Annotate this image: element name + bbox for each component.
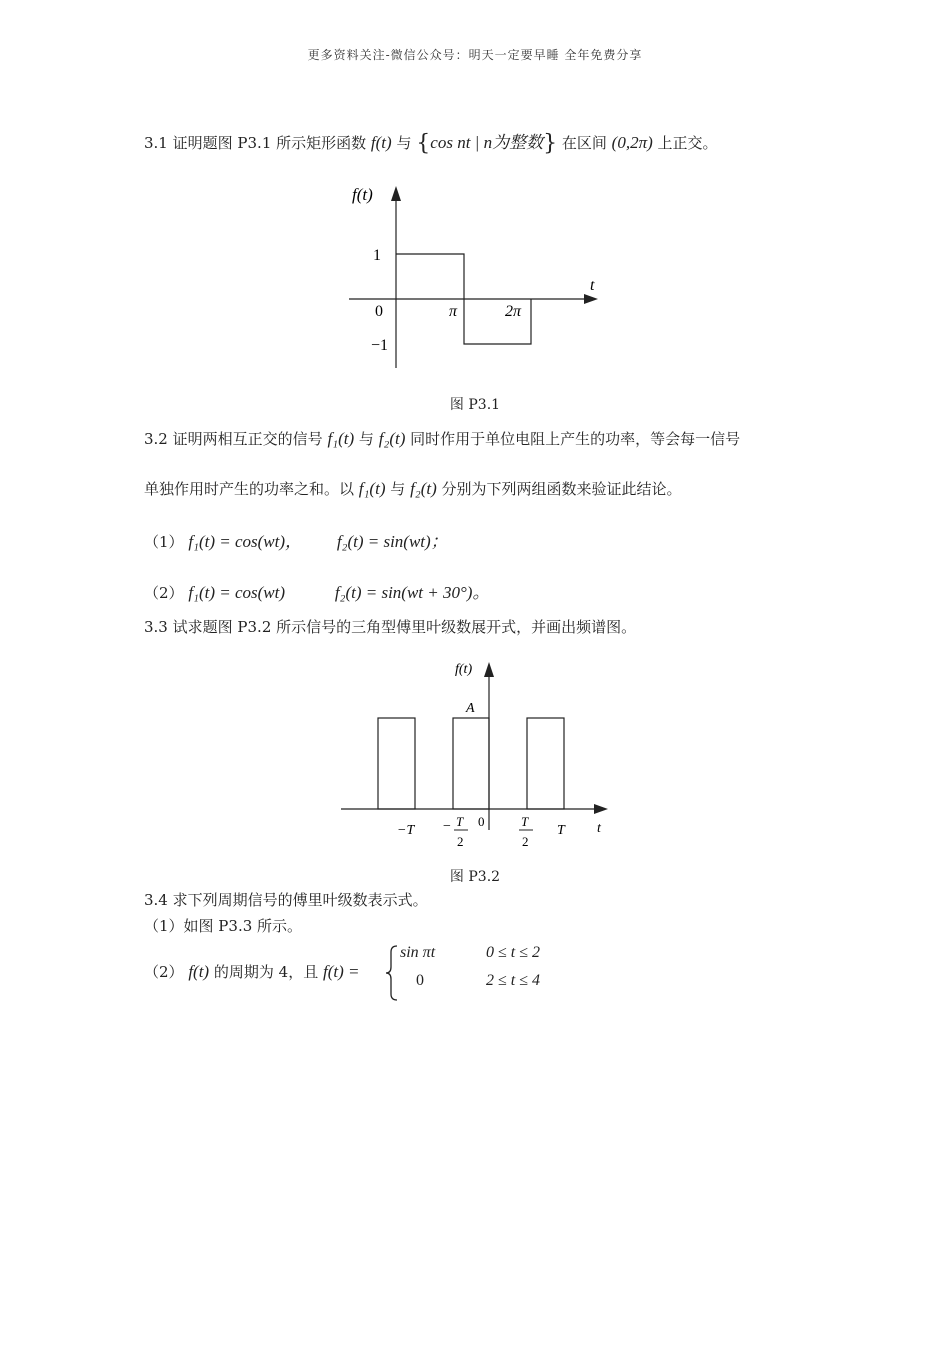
tick-label-2pi: 2π — [505, 303, 522, 320]
problem-3-4-item2: （2） f(t) 的周期为 4，且 f(t) = — [144, 962, 360, 981]
piecewise-brace — [385, 944, 399, 1002]
x-axis-arrow — [594, 804, 608, 814]
problem-3-2-line1: 3.2 证明两相互正交的信号 f₁(t) 与 f₂(t) 同时作用于单位电阻上产生的功率，等会每一信号 — [144, 429, 741, 448]
problem-3-3: 3.3 试求题图 P3.2 所示信号的三角型傅里叶级数展开式，并画出频谱图。 — [144, 618, 637, 636]
tick-label-neg-half-den: 2 — [457, 834, 464, 849]
y-axis-arrow — [391, 186, 401, 201]
tick-label-pi: π — [449, 303, 458, 320]
pulse-left — [378, 718, 415, 809]
page-header: 更多资料关注-微信公众号：明天一定要早睡 全年免费分享 — [307, 48, 643, 62]
y-axis-label: f(t) — [352, 185, 373, 204]
x-axis-label: t — [597, 821, 601, 836]
rect-pulse-positive — [396, 254, 464, 299]
amplitude-label: A — [466, 701, 475, 716]
case-row-2: 0 2 ≤ t ≤ 4 — [416, 972, 541, 989]
tick-label-neg-half-num: T — [456, 814, 464, 829]
pulse-center — [453, 718, 489, 809]
tick-label-origin: 0 — [375, 303, 383, 320]
tick-label-neg-T: −T — [397, 823, 415, 838]
x-axis-arrow — [584, 294, 598, 304]
problem-3-4-item1: （1）如图 P3.3 所示。 — [144, 917, 303, 935]
tick-label-1: 1 — [373, 247, 381, 264]
y-axis-label: f(t) — [455, 662, 473, 677]
problem-3-2-item2: （2） f₁(t) = cos(wt) f₂(t) = sin(wt + 30°)。 — [144, 583, 490, 602]
figure-p3-1-caption: 图 P3.1 — [449, 397, 501, 413]
tick-label-neg1: −1 — [371, 337, 389, 354]
problem-3-2-line2: 单独作用时产生的功率之和。以 f₁(t) 与 f₂(t) 分别为下列两组函数来验证此结论。 — [144, 479, 682, 498]
problem-number: 3.3 — [144, 618, 168, 636]
problem-number: 3.4 — [144, 891, 168, 909]
piecewise-definition — [400, 944, 540, 1000]
problem-3-1: 3.1 证明题图 P3.1 所示矩形函数 f(t) 与 {cos nt | n为整数} 在区间 (0,2π) 上正交。 — [144, 131, 718, 156]
tick-label-half-num: T — [521, 814, 529, 829]
problem-3-2-item1: （1） f₁(t) = cos(wt)， f₂(t) = sin(wt)； — [144, 532, 448, 551]
tick-label-T: T — [557, 823, 565, 838]
tick-label-neg-half-sign: − — [443, 819, 451, 834]
case-row-1: sin πt 0 ≤ t ≤ 2 — [400, 944, 541, 961]
figure-p3-1 — [340, 178, 620, 378]
problem-3-4: 3.4 求下列周期信号的傅里叶级数表示式。 — [144, 891, 428, 909]
tick-label-half-den: 2 — [522, 834, 529, 849]
tick-label-origin: 0 — [478, 814, 485, 829]
x-axis-label: t — [590, 277, 595, 294]
figure-p3-2 — [330, 650, 620, 855]
problem-number: 3.1 — [144, 134, 168, 152]
y-axis-arrow — [484, 662, 494, 677]
figure-p3-2-caption: 图 P3.2 — [449, 869, 501, 885]
pulse-right — [527, 718, 564, 809]
problem-number: 3.2 — [144, 430, 168, 448]
